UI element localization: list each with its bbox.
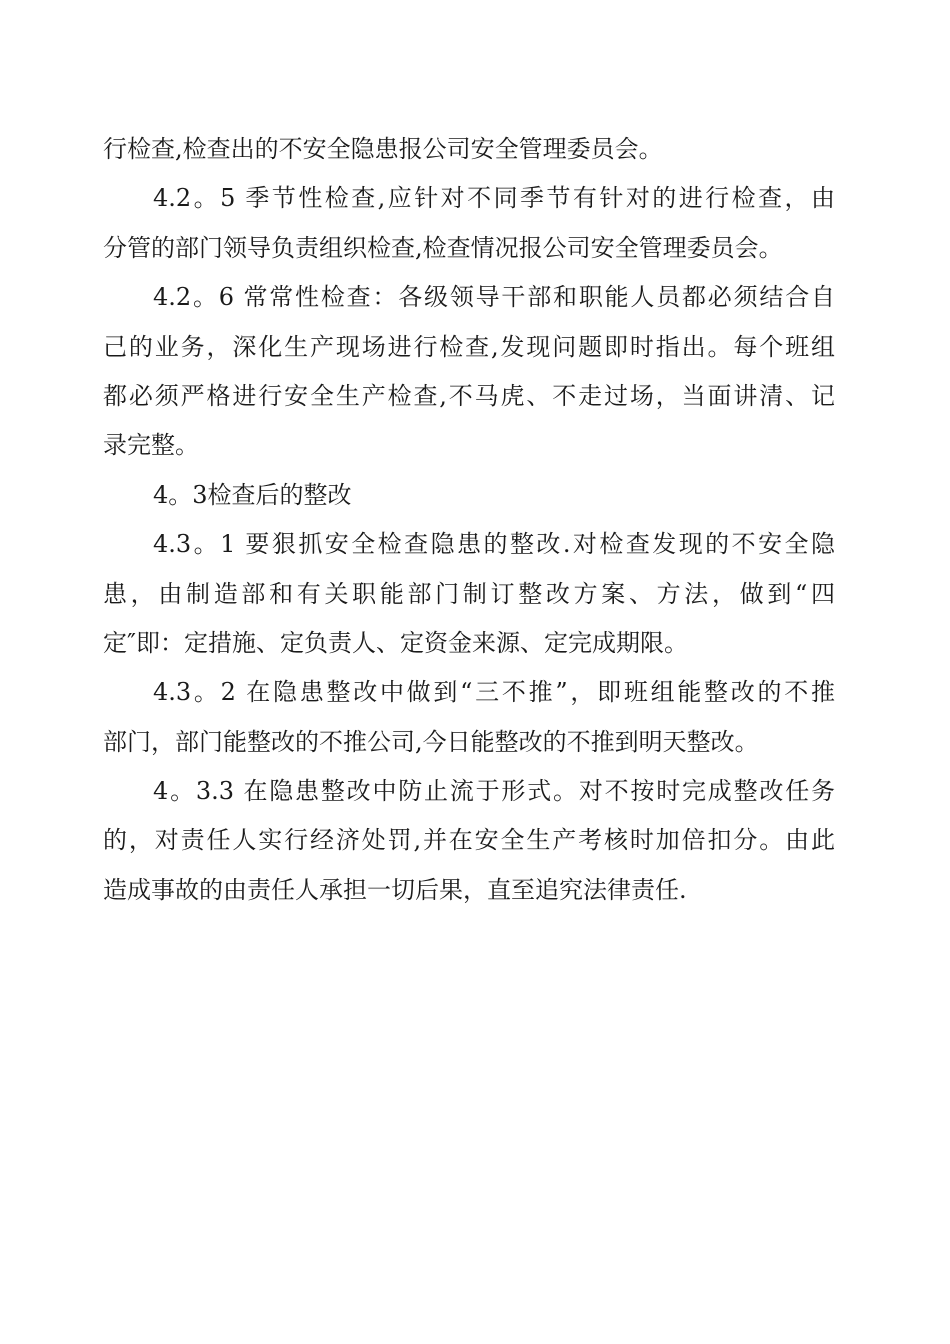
text-line: 录完整。 — [103, 431, 199, 460]
text-line: 的，对责任人实行经济处罚,并在安全生产考核时加倍扣分。由此 — [103, 826, 835, 855]
paragraph-4-2-5-line-1: 4.2。5 季节性检查,应针对不同季节有针对的进行检查，由 — [153, 184, 835, 213]
text-line: 己的业务，深化生产现场进行检查,发现问题即时指出。每个班组 — [103, 332, 835, 361]
text-line: 造成事故的由责任人承担一切后果，直至追究法律责任. — [103, 875, 687, 904]
paragraph-4-3-1-line-1: 4.3。1 要狠抓安全检查隐患的整改.对检查发现的不安全隐 — [153, 530, 835, 559]
paragraph-4-3-3-line-1: 4。3.3 在隐患整改中防止流于形式。对不按时完成整改任务 — [153, 777, 835, 806]
paragraph-4-3-2-line-1: 4.3。2 在隐患整改中做到“三不推”，即班组能整改的不推 — [153, 678, 835, 707]
text-line: 部门，部门能整改的不推公司,今日能整改的不推到明天整改。 — [103, 727, 759, 756]
text-line: 定″即：定措施、定负责人、定资金来源、定完成期限。 — [103, 628, 688, 657]
section-heading-4-3: 4。3检查后的整改 — [153, 480, 352, 509]
text-line: 行检查,检查出的不安全隐患报公司安全管理委员会。 — [103, 135, 663, 163]
text-line: 分管的部门领导负责组织检查,检查情况报公司安全管理委员会。 — [103, 233, 783, 262]
document-body — [103, 125, 835, 915]
paragraph-4-2-6-line-1: 4.2。6 常常性检查：各级领导干部和职能人员都必须结合自 — [153, 283, 835, 312]
text-line: 都必须严格进行安全生产检查,不马虎、不走过场，当面讲清、记 — [103, 381, 835, 410]
text-line: 患，由制造部和有关职能部门制订整改方案、方法，做到“四 — [103, 579, 835, 608]
